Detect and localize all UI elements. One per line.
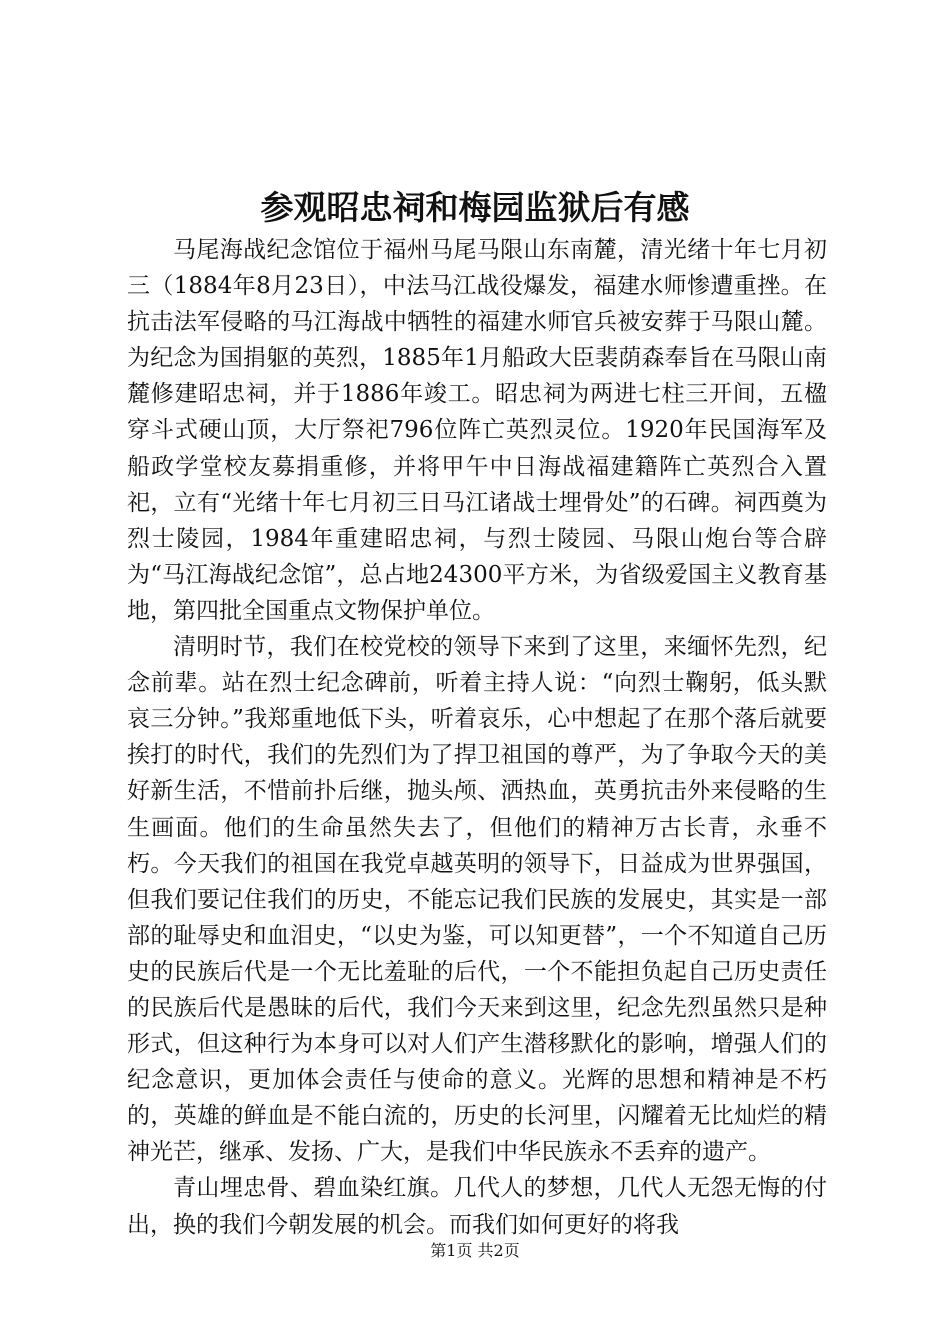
paragraph-2: 清明时节，我们在校党校的领导下来到了这里，来缅怀先烈，纪念前辈。站在烈士纪念碑前，听着主持人说：“向烈士鞠躬，低头默哀三分钟。”我郑重地低下头，听着哀乐，心中想起了在那个落后就要挨打的时代，我们的先烈们为了捍卫祖国的尊严，为了争取今天的美好新生活，不惜前扑后继，抛头颅、洒热血，英勇抗击外来侵略的生生画面。他们的生命虽然失去了，但他们的精神万古长青，永垂不朽。今天我们的祖国在我党卓越英明的领导下，日益成为世界强国，但我们要记住我们的历史，不能忘记我们民族的发展史，其实是一部部的耻辱史和血泪史，“以史为鉴，可以知更替”，一个不知道自己历史的民族后代是一个无比羞耻的后代，一个不能担负起自己历史责任的民族后代是愚昧的后代，我们今天来到这里，纪念先烈虽然只是种形式，但这种行为本身可以对人们产生潜移默化的影响，增强人们的纪念意识，更加体会责任与使命的意义。光辉的思想和精神是不朽的，英雄的鲜血是不能白流的，历史的长河里，闪耀着无比灿烂的精神光芒，继承、发扬、广大，是我们中华民族永不丢弃的遗产。	[127, 634, 827, 1166]
document-title: 参观昭忠祠和梅园监狱后有感	[260, 188, 690, 227]
document-body	[127, 232, 827, 1243]
page-footer: 第1页 共2页	[430, 1241, 520, 1260]
paragraph-1: 马尾海战纪念馆位于福州马尾马限山东南麓，清光绪十年七月初三（1884年8月23日），中法马江战役爆发，福建水师惨遭重挫。在抗击法军侵略的马江海战中牺牲的福建水师官兵被安葬于马限山麓。为纪念为国捐躯的英烈，1885年1月船政大臣裴荫森奉旨在马限山南麓修建昭忠祠，并于1886年竣工。昭忠祠为两进七柱三开间，五楹穿斗式硬山顶，大厅祭祀796位阵亡英烈灵位。1920年民国海军及船政学堂校友募捐重修，并将甲午中日海战福建籍阵亡英烈合入置祀，立有“光绪十年七月初三日马江诸战士埋骨处”的石碑。祠西奠为烈士陵园，1984年重建昭忠祠，与烈士陵园、马限山炮台等合辟为“马江海战纪念馆”，总占地24300平方米，为省级爱国主义教育基地，第四批全国重点文物保护单位。	[127, 237, 827, 624]
paragraph-3: 青山埋忠骨、碧血染红旗。几代人的梦想，几代人无怨无悔的付出，换的我们今朝发展的机会。而我们如何更好的将我	[127, 1175, 827, 1238]
